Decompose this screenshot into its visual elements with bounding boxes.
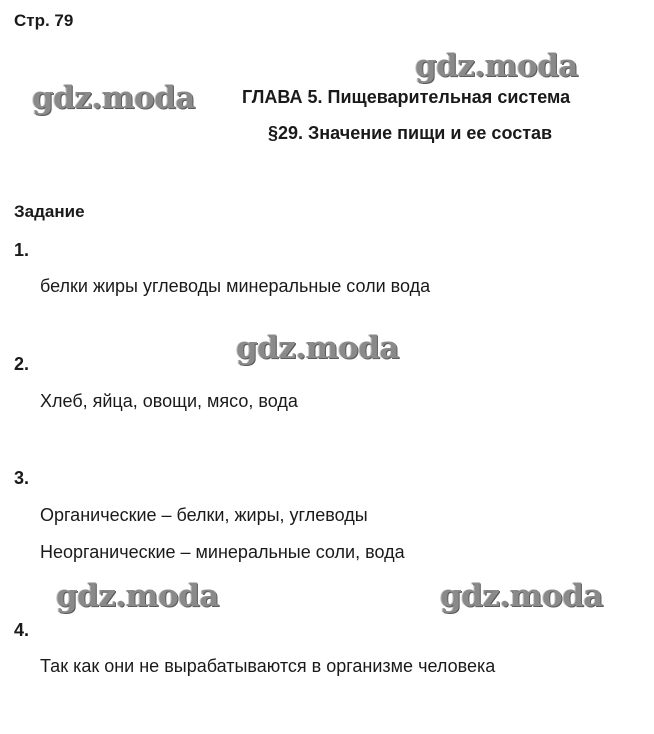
item-number: 1. xyxy=(14,240,30,260)
section-title: §29. Значение пищи и ее состав xyxy=(268,123,553,143)
item-number: 4. xyxy=(14,620,30,640)
watermark: gdz.moda xyxy=(440,578,603,614)
item-text: Хлеб, яйца, овощи, мясо, вода xyxy=(40,391,298,411)
task-heading: Задание xyxy=(14,202,85,221)
item-text: Органические – белки, жиры, углеводы xyxy=(40,505,368,525)
watermark: gdz.moda xyxy=(56,578,219,614)
item-number: 2. xyxy=(14,354,30,374)
item-number: 3. xyxy=(14,468,30,488)
chapter-title: ГЛАВА 5. Пищеварительная система xyxy=(242,87,571,107)
watermark: gdz.moda xyxy=(32,80,195,116)
page-number: Стр. 79 xyxy=(14,11,74,30)
watermark: gdz.moda xyxy=(236,330,399,366)
item-text: Так как они не вырабатываются в организме человека xyxy=(40,656,496,676)
watermark: gdz.moda xyxy=(415,48,578,84)
item-text: белки жиры углеводы минеральные соли вода xyxy=(40,276,431,296)
item-text: Неорганические – минеральные соли, вода xyxy=(40,542,405,562)
